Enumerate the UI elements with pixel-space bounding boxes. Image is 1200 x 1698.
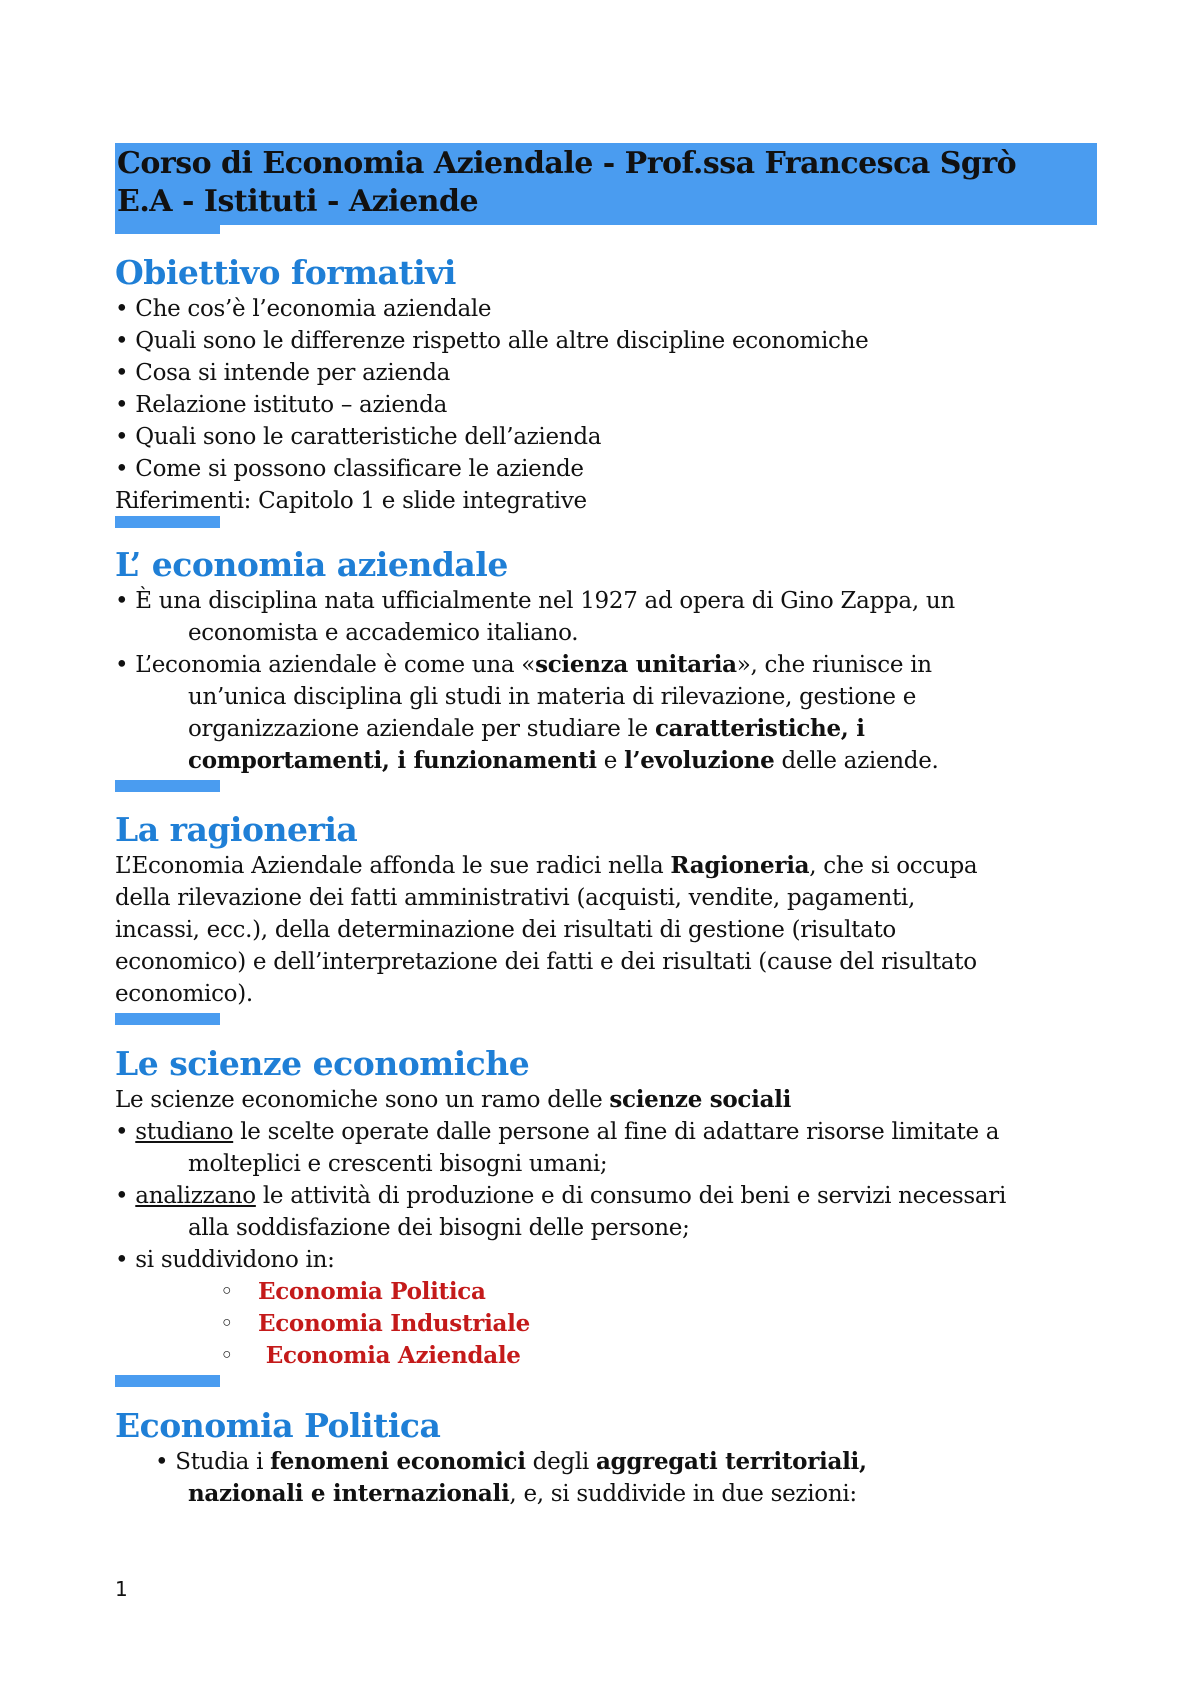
sub-list-label: Economia Aziendale	[258, 1342, 521, 1369]
paragraph-line: alla soddisfazione dei bisogni delle persone;	[188, 1215, 690, 1241]
sub-list-label: Economia Politica	[258, 1278, 486, 1305]
bold-text: fenomeni economici	[270, 1448, 526, 1475]
bold-text: nazionali e internazionali	[188, 1480, 510, 1507]
list-item: • Come si possono classificare le aziende	[115, 456, 584, 482]
bold-text: l’evoluzione	[624, 747, 775, 774]
text-run: , che si occupa	[809, 853, 978, 879]
paragraph-line	[115, 649, 1105, 681]
text-run: le scelte operate dalle persone al fine di adattare risorse limitate a	[233, 1119, 1000, 1145]
bold-text: aggregati territoriali,	[595, 1448, 867, 1475]
section-economia-politica	[115, 1406, 1105, 1510]
section-divider	[115, 516, 220, 528]
list-item: • Quali sono le caratteristiche dell’azienda	[115, 424, 602, 450]
bullet: •	[115, 1119, 136, 1145]
section-divider	[115, 780, 220, 792]
page-number: 1	[115, 1577, 128, 1601]
text-run: Le scienze economiche sono un ramo delle	[115, 1087, 610, 1113]
sub-list-item	[115, 1340, 1105, 1372]
sub-list-item	[115, 1276, 1105, 1308]
paragraph-line: • si suddividono in:	[115, 1247, 335, 1273]
bullet: •	[115, 1183, 136, 1209]
text-run: », che riunisce in	[736, 652, 932, 678]
text-run: degli	[525, 1449, 596, 1475]
title-block	[115, 143, 1097, 225]
section-economia-aziendale	[115, 545, 1105, 777]
circle-bullet-icon: ◦	[220, 1343, 234, 1369]
paragraph-line: economico) e dell’interpretazione dei fatti e dei risultati (cause del risultato	[115, 949, 977, 975]
heading-economia-aziendale: L’ economia aziendale	[115, 545, 508, 584]
riferimenti-text: Riferimenti: Capitolo 1 e slide integrative	[115, 488, 587, 514]
text-run: , e, si suddivide in due sezioni:	[509, 1481, 857, 1507]
text-run: L’Economia Aziendale affonda le sue radici nella	[115, 853, 671, 879]
section-divider	[115, 1013, 220, 1025]
bold-text: comportamenti, i funzionamenti	[188, 747, 597, 774]
section-obiettivi	[115, 253, 1105, 517]
heading-obiettivi: Obiettivo formativi	[115, 253, 456, 292]
paragraph-line	[115, 1180, 1105, 1212]
paragraph-line: molteplici e crescenti bisogni umani;	[188, 1151, 608, 1177]
underlined-text: studiano	[135, 1119, 234, 1145]
bold-text: scienza unitaria	[535, 651, 737, 678]
heading-ragioneria: La ragioneria	[115, 810, 358, 849]
bold-text: scienze sociali	[609, 1086, 792, 1113]
title-line-2: E.A - Istituti - Aziende	[117, 184, 479, 219]
paragraph-line	[115, 1116, 1105, 1148]
title-line-1: Corso di Economia Aziendale - Prof.ssa Francesca Sgrò	[117, 146, 1017, 181]
section-divider	[115, 1375, 220, 1387]
paragraph-line: un’unica disciplina gli studi in materia di rilevazione, gestione e	[188, 684, 917, 710]
paragraph-line	[115, 745, 1105, 777]
heading-economia-politica: Economia Politica	[115, 1406, 441, 1445]
text-run: e	[596, 748, 625, 774]
list-item: • Relazione istituto – azienda	[115, 392, 448, 418]
heading-scienze-economiche: Le scienze economiche	[115, 1044, 530, 1083]
section-ragioneria	[115, 810, 1105, 1010]
sub-list-item	[115, 1308, 1105, 1340]
paragraph-line	[115, 1446, 1105, 1478]
paragraph-line	[115, 713, 1105, 745]
text-run: • L’economia aziendale è come una «	[115, 652, 536, 678]
bold-text: caratteristiche, i	[654, 715, 865, 742]
paragraph-line: economico).	[115, 981, 253, 1007]
paragraph-line: • È una disciplina nata ufficialmente nel 1927 ad opera di Gino Zappa, un	[115, 588, 955, 614]
section-divider	[115, 222, 220, 234]
list-item: • Cosa si intende per azienda	[115, 360, 451, 386]
text-run: delle aziende.	[774, 748, 939, 774]
section-scienze-economiche	[115, 1044, 1105, 1372]
list-item: • Quali sono le differenze rispetto alle altre discipline economiche	[115, 328, 869, 354]
text-run: • Studia i	[155, 1449, 271, 1475]
paragraph-line	[115, 1084, 1105, 1116]
sub-list-label: Economia Industriale	[258, 1310, 530, 1337]
paragraph-line: della rilevazione dei fatti amministrativi (acquisti, vendite, pagamenti,	[115, 885, 915, 911]
text-run: le attività di produzione e di consumo dei beni e servizi necessari	[255, 1183, 1007, 1209]
paragraph-line: economista e accademico italiano.	[188, 620, 579, 646]
underlined-text: analizzano	[135, 1183, 256, 1209]
bold-text: Ragioneria	[670, 852, 810, 879]
list-item: • Che cos’è l’economia aziendale	[115, 296, 492, 322]
circle-bullet-icon: ◦	[220, 1311, 234, 1337]
paragraph-line	[115, 1478, 1105, 1510]
circle-bullet-icon: ◦	[220, 1279, 234, 1305]
paragraph-line	[115, 850, 1105, 882]
paragraph-line: incassi, ecc.), della determinazione dei risultati di gestione (risultato	[115, 917, 896, 943]
text-run: organizzazione aziendale per studiare le	[188, 716, 655, 742]
